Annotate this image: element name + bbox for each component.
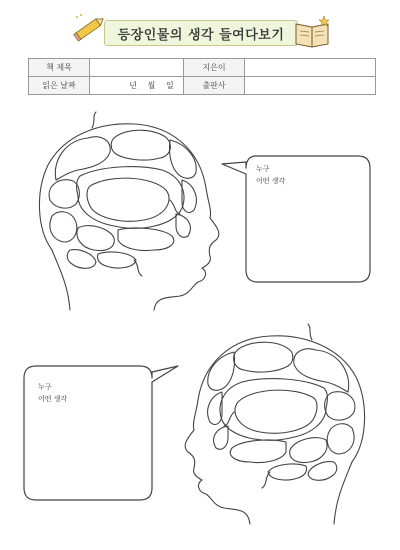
bubble-top-who: 누구 <box>256 165 270 173</box>
bubble-bottom-who: 누구 <box>38 383 52 391</box>
read-date-label: 읽은 날짜 <box>29 77 90 95</box>
book-icon <box>293 14 331 48</box>
author-field[interactable] <box>245 59 376 77</box>
date-month-label: 월 <box>147 81 156 90</box>
book-title-label: 책 제목 <box>29 59 90 77</box>
publisher-field[interactable] <box>245 77 376 95</box>
date-year-label: 년 <box>129 81 138 90</box>
title-banner <box>104 20 298 46</box>
date-day-label: 일 <box>165 81 174 90</box>
book-info-table <box>28 58 376 95</box>
head-illustration-bottom <box>178 320 374 532</box>
bubble-bottom-writing-area[interactable] <box>32 408 144 492</box>
read-date-field[interactable] <box>90 77 184 95</box>
bubble-bottom-what: 어떤 생각 <box>38 395 68 403</box>
bubble-top-writing-area[interactable] <box>250 190 362 274</box>
publisher-label: 출판사 <box>184 77 245 95</box>
page-title: 등장인물의 생각 들여다보기 <box>117 27 285 43</box>
bubble-top-what: 어떤 생각 <box>256 177 286 185</box>
book-title-field[interactable] <box>90 59 184 77</box>
author-label: 지은이 <box>184 59 245 77</box>
pencil-icon <box>72 12 108 44</box>
head-illustration-top <box>30 110 222 320</box>
